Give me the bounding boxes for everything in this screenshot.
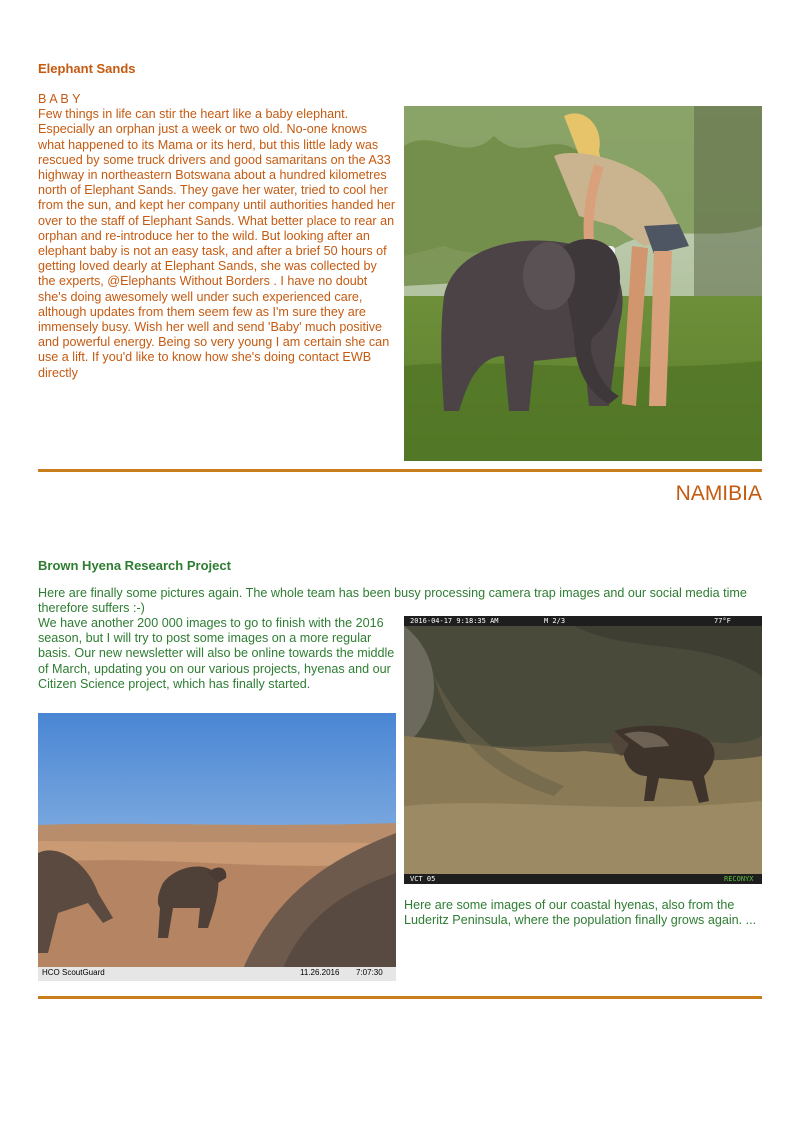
reconyx-logo: RECONYX: [724, 875, 754, 883]
hyena-photo-coastal: [404, 616, 762, 884]
camera-temperature: 77°F: [714, 617, 731, 625]
camera-brand: HCO ScoutGuard: [42, 968, 105, 977]
hyena-photo-desert: [38, 713, 396, 981]
divider-line-bottom: [38, 996, 762, 999]
section-heading-brown-hyena: Brown Hyena Research Project: [38, 558, 231, 573]
hyena-body: We have another 200 000 images to go to finish with the 2016 season, but I will try to post some images on a more regular basis. Our new newsletter will also be online towards the middle of March, updating you on our various projects, hyenas and our Citizen Science project, which has finally started.: [38, 616, 395, 691]
elephant-photo: [404, 106, 762, 461]
camera-datetime: 2016-04-17 9:18:35 AM: [410, 617, 499, 625]
section-title-namibia: NAMIBIA: [675, 482, 762, 505]
camera-frame: M 2/3: [544, 617, 566, 625]
camera-id: VCT 05: [410, 875, 436, 883]
section-heading-elephant-sands: Elephant Sands: [38, 61, 136, 76]
article-body: Few things in life can stir the heart like a baby elephant. Especially an orphan just a week or two old. No-one knows what happened to its Mama or its herd, but this little lady was rescued by some truck drivers and good samaritans on the A33 highway in northeastern Botswana about a hundred kilometres north of Elephant Sands. They gave her water, tried to cool her from the sun, and kept her company until authorities handed her over to the staff of Elephant Sands. What better place to rear an orphan and re-introduce her to the wild. But looking after an elephant baby is not an easy task, and after a brief 50 hours of getting loved dearly at Elephant Sands, she was collected by the experts, @Elephants Without Borders . I have no doubt she's doing awesomely well under such experienced care, although updates from them seem few as I'm sure they are immensely busy. Wish her well and send 'Baby' much positive and powerful energy. Being so very young I am certain she can use a lift. If you'd like to know how she's doing contact EWB directly: [38, 107, 396, 380]
hyena-intro: Here are finally some pictures again. The whole team has been busy processing camera trap images and our social media time therefore suffers :-): [38, 586, 747, 616]
hyena-caption: Here are some images of our coastal hyenas, also from the Luderitz Peninsula, where the population finally grows again. ...: [404, 898, 757, 928]
elephant-article: [38, 92, 396, 381]
camera-time: 7:07:30: [356, 968, 383, 977]
article-title-baby: B A B Y: [38, 92, 81, 106]
camera-date: 11.26.2016: [300, 968, 340, 977]
divider-line: [38, 469, 762, 472]
